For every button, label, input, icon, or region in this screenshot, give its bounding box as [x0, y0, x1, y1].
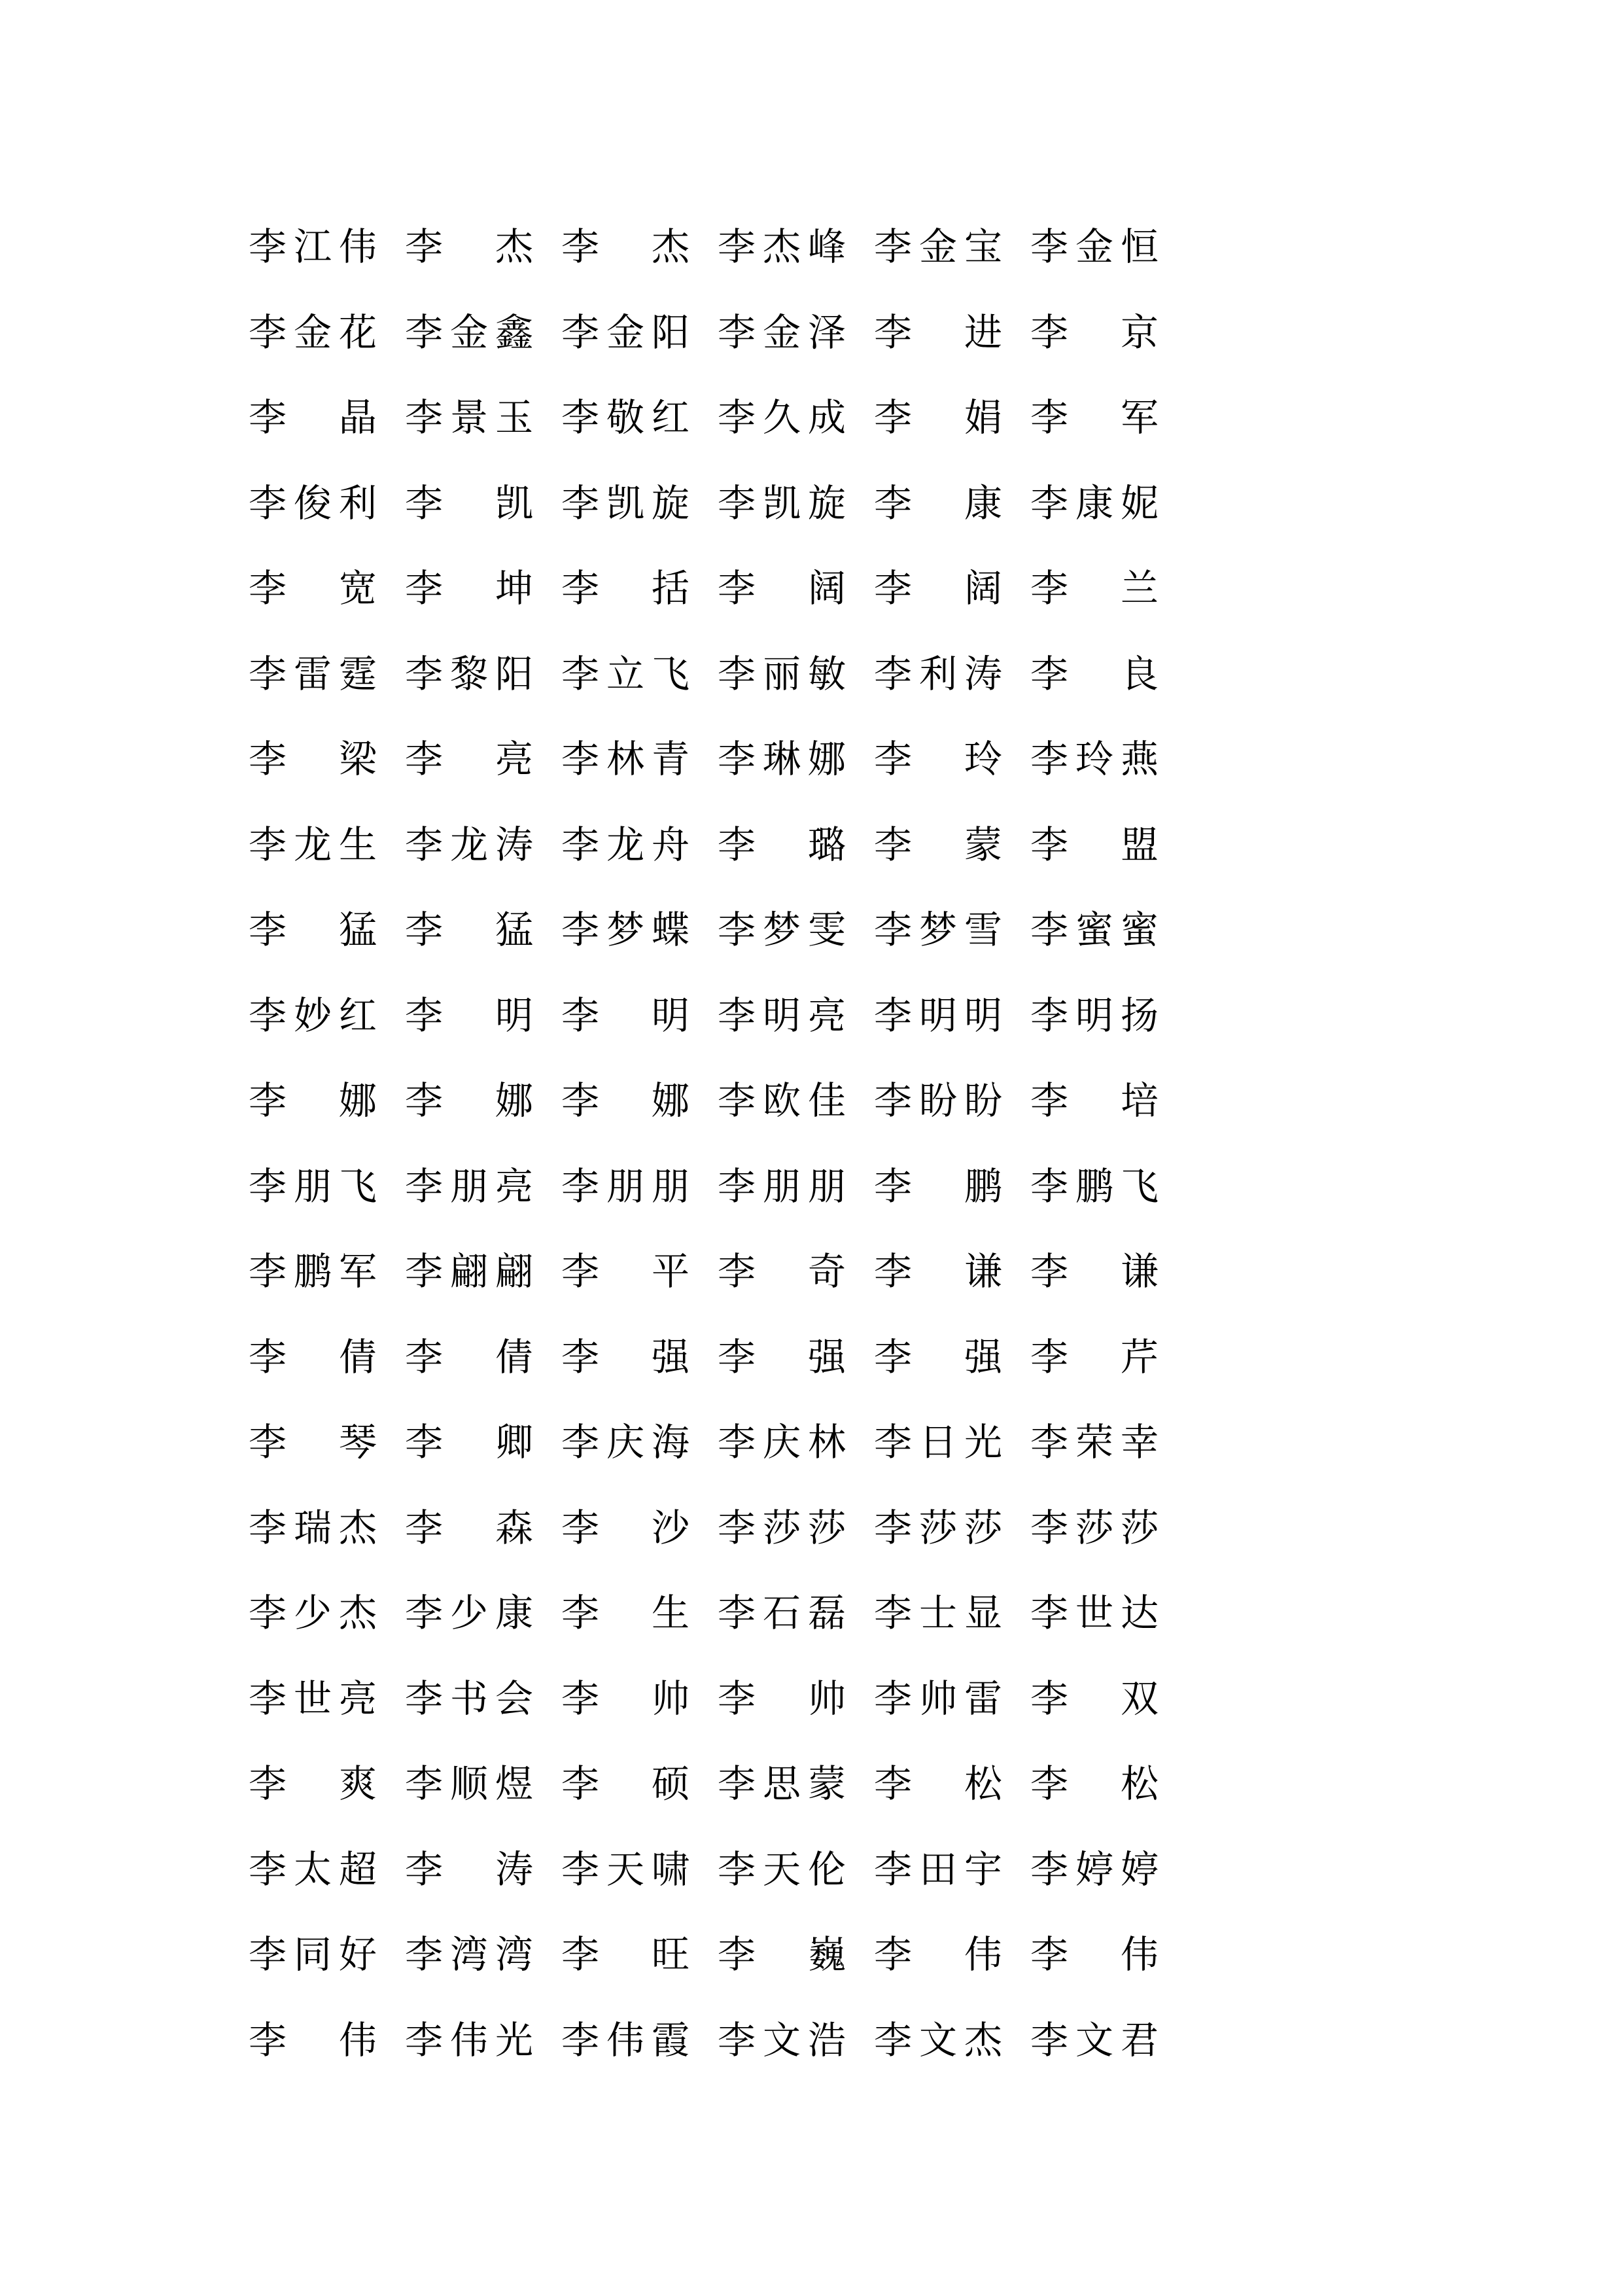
name-entry: 李 培	[1030, 1078, 1159, 1123]
name-entry: 李 林 青	[561, 737, 690, 782]
name-row	[249, 802, 1164, 888]
name-row	[249, 1229, 1164, 1315]
name-entry: 李 文 浩	[718, 2017, 846, 2062]
name-entry: 李 金 宝	[874, 224, 1003, 270]
name-row	[249, 1058, 1164, 1144]
name-entry: 李 晶	[249, 395, 377, 440]
name-entry: 李 阔	[718, 566, 846, 611]
name-entry: 李 盼 盼	[874, 1078, 1003, 1123]
name-entry: 李 强	[718, 1334, 846, 1379]
name-row	[249, 1400, 1164, 1485]
name-entry: 李 金 泽	[718, 309, 846, 355]
name-row	[249, 1656, 1164, 1742]
name-entry: 李 康 妮	[1030, 480, 1159, 525]
name-row	[249, 375, 1164, 461]
name-entry: 李 朋 亮	[405, 1163, 534, 1209]
name-entry: 李 庆 林	[718, 1420, 846, 1465]
name-entry: 李 世 达	[1030, 1591, 1159, 1636]
name-entry: 李 娟	[874, 395, 1003, 440]
name-entry: 李 丽 敏	[718, 651, 846, 696]
name-entry: 李 兰	[1030, 566, 1159, 611]
name-entry: 李 谦	[1030, 1249, 1159, 1294]
name-entry: 李 莎 莎	[1030, 1505, 1159, 1550]
name-entry: 李 娜	[405, 1078, 534, 1123]
name-entry: 李 军	[1030, 395, 1159, 440]
name-row	[249, 1485, 1164, 1571]
name-entry: 李 蜜 蜜	[1030, 908, 1159, 953]
name-entry: 李 莎 莎	[718, 1505, 846, 1550]
name-entry: 李 明	[561, 993, 690, 1038]
name-entry: 李 娜	[561, 1078, 690, 1123]
name-entry: 李 金 阳	[561, 309, 690, 355]
name-entry: 李 景 玉	[405, 395, 534, 440]
name-entry: 李 金 花	[249, 309, 377, 355]
name-row	[249, 546, 1164, 631]
name-entry: 李 旺	[561, 1932, 690, 1977]
name-row	[249, 461, 1164, 546]
name-entry: 李 凯 旋	[561, 480, 690, 525]
name-entry: 李 伟 霞	[561, 2017, 690, 2062]
name-entry: 李 金 鑫	[405, 309, 534, 355]
name-entry: 李 天 伦	[718, 1846, 846, 1892]
name-entry: 李 爽	[249, 1761, 377, 1807]
name-entry: 李 梦 蝶	[561, 908, 690, 953]
name-entry: 李 宽	[249, 566, 377, 611]
name-entry: 李 龙 涛	[405, 822, 534, 867]
name-entry: 李 森	[405, 1505, 534, 1550]
name-entry: 李 奇	[718, 1249, 846, 1294]
name-entry: 李 凯	[405, 480, 534, 525]
name-entry: 李 伟	[249, 2017, 377, 2062]
name-entry: 李 江 伟	[249, 224, 377, 270]
name-entry: 李 思 蒙	[718, 1761, 846, 1807]
name-entry: 李 鹏 飞	[1030, 1163, 1159, 1209]
name-entry: 李 翩 翩	[405, 1249, 534, 1294]
name-row	[249, 1741, 1164, 1827]
name-entry: 李 朋 飞	[249, 1163, 377, 1209]
name-entry: 李 湾 湾	[405, 1932, 534, 1977]
name-row	[249, 1912, 1164, 1998]
name-entry: 李 明 明	[874, 993, 1003, 1038]
name-row	[249, 1315, 1164, 1400]
name-entry: 李 梦 雪	[874, 908, 1003, 953]
name-entry: 李 硕	[561, 1761, 690, 1807]
name-entry: 李 天 啸	[561, 1846, 690, 1892]
name-entry: 李 蒙	[874, 822, 1003, 867]
name-entry: 李 世 亮	[249, 1676, 377, 1721]
name-entry: 李 璐	[718, 822, 846, 867]
name-entry: 李 日 光	[874, 1420, 1003, 1465]
name-entry: 李 明 亮	[718, 993, 846, 1038]
name-entry: 李 太 超	[249, 1846, 377, 1892]
name-entry: 李 猛	[249, 908, 377, 953]
name-entry: 李 杰	[405, 224, 534, 270]
name-entry: 李 庆 海	[561, 1420, 690, 1465]
name-entry: 李 鹏	[874, 1163, 1003, 1209]
name-entry: 李 帅	[718, 1676, 846, 1721]
name-entry: 李 卿	[405, 1420, 534, 1465]
name-entry: 李 涛	[405, 1846, 534, 1892]
name-entry: 李 文 杰	[874, 2017, 1003, 2062]
name-entry: 李 雷 霆	[249, 651, 377, 696]
name-entry: 李 盟	[1030, 822, 1159, 867]
name-row	[249, 204, 1164, 290]
name-entry: 李 生	[561, 1591, 690, 1636]
name-entry: 李 芹	[1030, 1334, 1159, 1379]
name-row	[249, 631, 1164, 717]
name-entry: 李 猛	[405, 908, 534, 953]
name-entry: 李 伟	[1030, 1932, 1159, 1977]
name-entry: 李 明	[405, 993, 534, 1038]
name-entry: 李 莎 莎	[874, 1505, 1003, 1550]
name-entry: 李 帅	[561, 1676, 690, 1721]
name-entry: 李 巍	[718, 1932, 846, 1977]
name-entry: 李 田 宇	[874, 1846, 1003, 1892]
name-entry: 李 龙 舟	[561, 822, 690, 867]
name-entry: 李 亮	[405, 737, 534, 782]
name-entry: 李 松	[874, 1761, 1003, 1807]
name-entry: 李 玲 燕	[1030, 737, 1159, 782]
name-entry: 李 梦 雯	[718, 908, 846, 953]
name-entry: 李 凯 旋	[718, 480, 846, 525]
name-entry: 李 朋 朋	[718, 1163, 846, 1209]
name-entry: 李 立 飞	[561, 651, 690, 696]
name-entry: 李 伟 光	[405, 2017, 534, 2062]
name-entry: 李 朋 朋	[561, 1163, 690, 1209]
name-entry: 李 倩	[405, 1334, 534, 1379]
name-entry: 李 同 好	[249, 1932, 377, 1977]
name-entry: 李 良	[1030, 651, 1159, 696]
name-entry: 李 杰	[561, 224, 690, 270]
name-entry: 李 少 康	[405, 1591, 534, 1636]
name-entry: 李 少 杰	[249, 1591, 377, 1636]
name-entry: 李 琴	[249, 1420, 377, 1465]
name-entry: 李 括	[561, 566, 690, 611]
name-entry: 李 婷 婷	[1030, 1846, 1159, 1892]
name-row	[249, 290, 1164, 376]
name-entry: 李 帅 雷	[874, 1676, 1003, 1721]
name-entry: 李 妙 红	[249, 993, 377, 1038]
name-entry: 李 强	[561, 1334, 690, 1379]
name-row	[249, 973, 1164, 1059]
name-entry: 李 谦	[874, 1249, 1003, 1294]
name-entry: 李 金 恒	[1030, 224, 1159, 270]
name-entry: 李 久 成	[718, 395, 846, 440]
name-row	[249, 716, 1164, 802]
name-entry: 李 杰 峰	[718, 224, 846, 270]
name-entry: 李 瑞 杰	[249, 1505, 377, 1550]
name-entry: 李 京	[1030, 309, 1159, 355]
name-entry: 李 梁	[249, 737, 377, 782]
name-entry: 李 平	[561, 1249, 690, 1294]
name-entry: 李 琳 娜	[718, 737, 846, 782]
name-entry: 李 敬 红	[561, 395, 690, 440]
name-entry: 李 倩	[249, 1334, 377, 1379]
name-entry: 李 利 涛	[874, 651, 1003, 696]
name-entry: 李 书 会	[405, 1676, 534, 1721]
name-entry: 李 顺 煜	[405, 1761, 534, 1807]
name-entry: 李 士 显	[874, 1591, 1003, 1636]
name-entry: 李 阔	[874, 566, 1003, 611]
name-entry: 李 沙	[561, 1505, 690, 1550]
name-entry: 李 玲	[874, 737, 1003, 782]
name-entry: 李 双	[1030, 1676, 1159, 1721]
name-entry: 李 强	[874, 1334, 1003, 1379]
name-entry: 李 文 君	[1030, 2017, 1159, 2062]
name-entry: 李 龙 生	[249, 822, 377, 867]
name-entry: 李 松	[1030, 1761, 1159, 1807]
name-entry: 李 黎 阳	[405, 651, 534, 696]
name-row	[249, 1998, 1164, 2083]
name-entry: 李 进	[874, 309, 1003, 355]
name-entry: 李 坤	[405, 566, 534, 611]
name-entry: 李 欧 佳	[718, 1078, 846, 1123]
name-row	[249, 1827, 1164, 1913]
name-row	[249, 1144, 1164, 1229]
name-entry: 李 康	[874, 480, 1003, 525]
name-entry: 李 俊 利	[249, 480, 377, 525]
name-entry: 李 娜	[249, 1078, 377, 1123]
name-entry: 李 伟	[874, 1932, 1003, 1977]
name-row	[249, 1570, 1164, 1656]
name-entry: 李 石 磊	[718, 1591, 846, 1636]
name-entry: 李 明 扬	[1030, 993, 1159, 1038]
name-entry: 李 荣 幸	[1030, 1420, 1159, 1465]
name-entry: 李 鹏 军	[249, 1249, 377, 1294]
name-row	[249, 887, 1164, 973]
names-grid	[249, 204, 1164, 2083]
